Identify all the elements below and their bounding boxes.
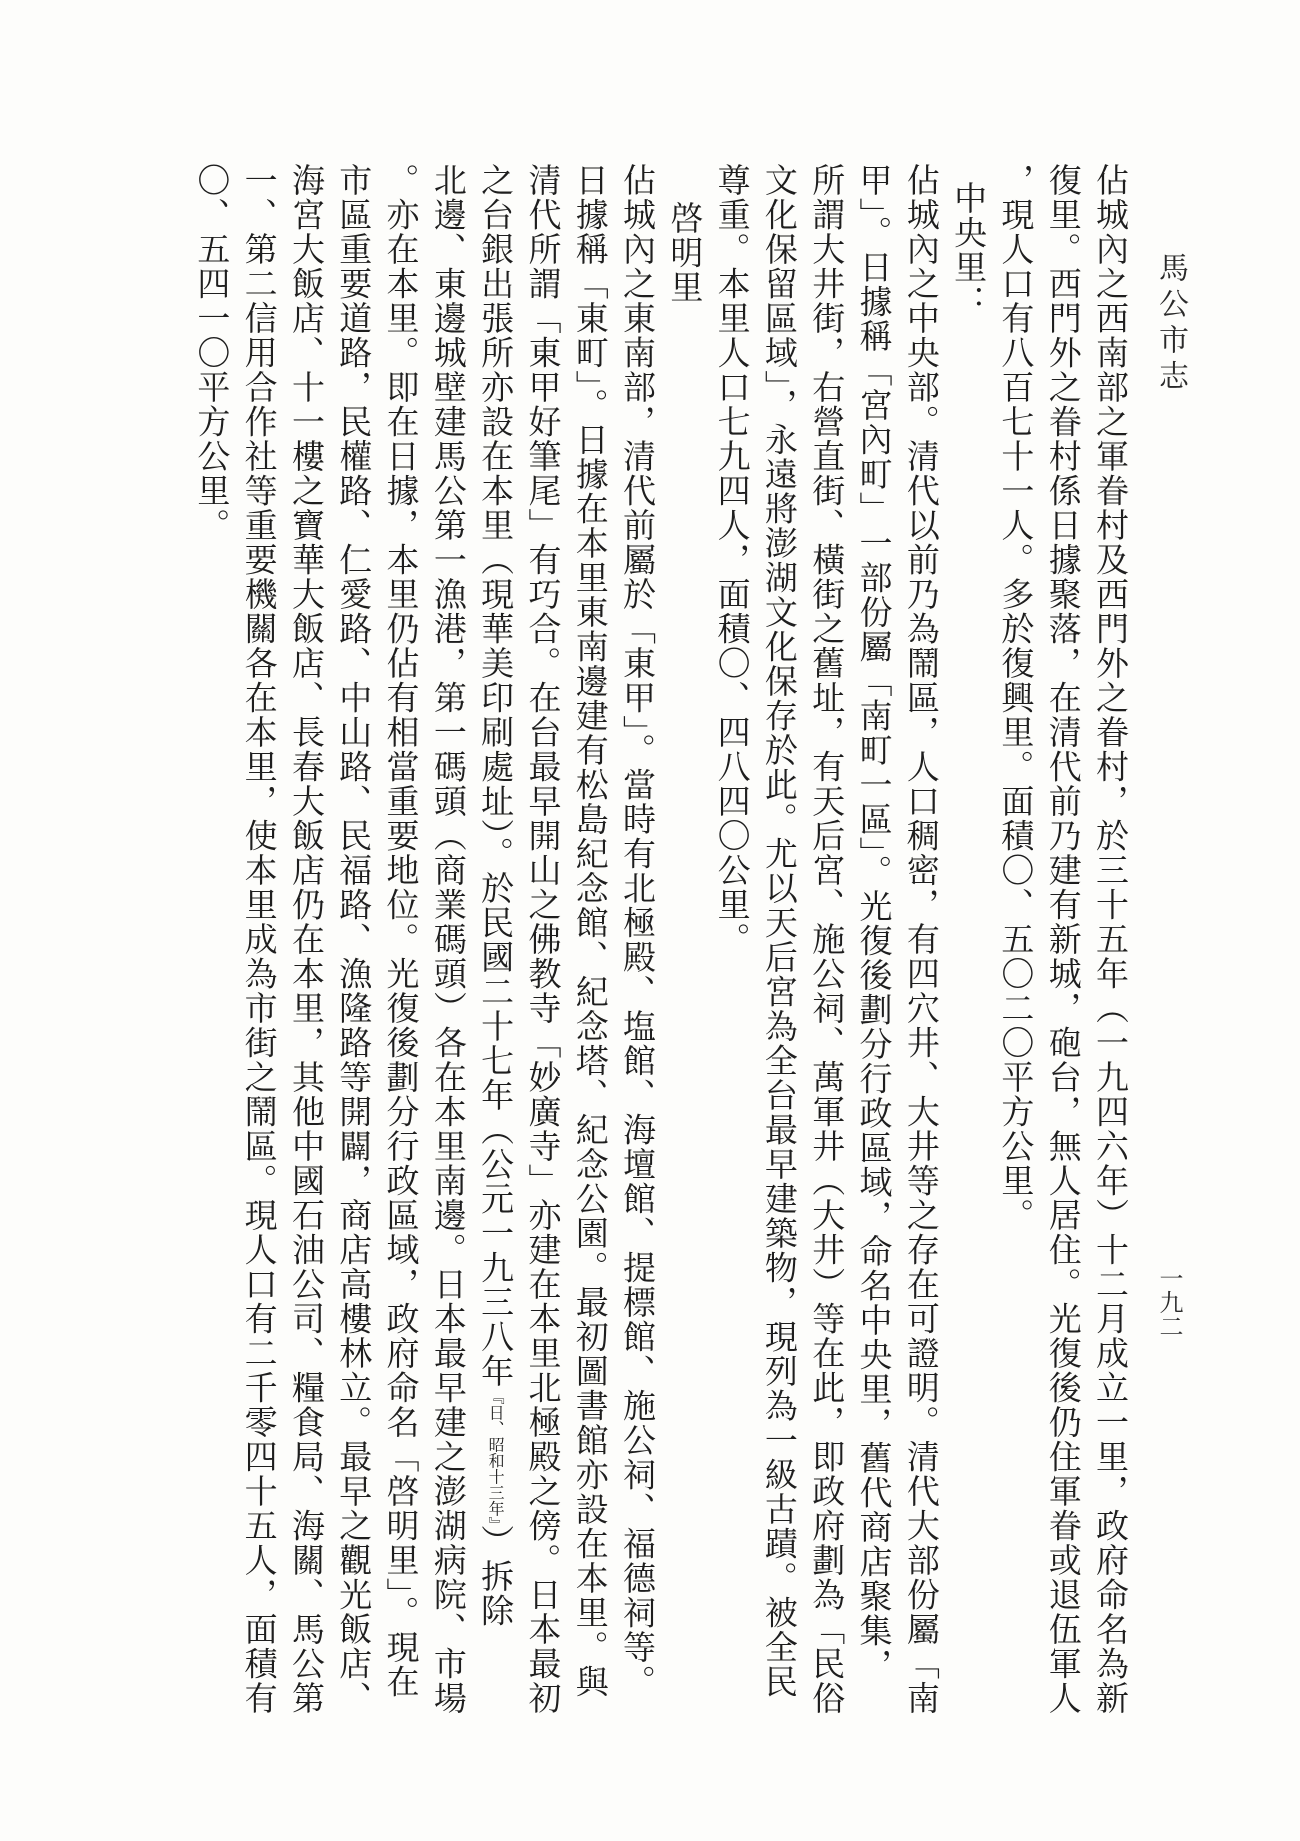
text-column: 海宮大飯店、十一樓之寶華大飯店、長春大飯店仍在本里，其他中國石油公司、糧食局、海關、馬公第 [286,163,326,1716]
column-text-tail: ）拆除 [476,1524,516,1628]
text-column: 佔城內之中央部。清代以前乃為鬧區，人口稠密，有四穴井、大井等之存在可證明。清代大部份屬「南 [901,163,941,1716]
text-column: 佔城內之西南部之軍眷村及西門外之眷村，於三十五年（一九四六年）十二月成立一里，政府命名為新 [1091,163,1130,1716]
text-column: 復里。西門外之眷村係日據聚落，在清代前乃建有新城，砲台，無人居住。光復後仍住軍眷或退伍軍人 [1043,163,1083,1716]
text-column: 甲」。日據稱「宮內町」一部份屬「南町一區」。光復後劃分行政區域，命名中央里，舊代商店聚集， [854,163,894,1683]
section-heading-zhongyang: 中央里： [949,181,989,319]
text-column: 。亦在本里。即在日據，本里仍佔有相當重要地位。光復後劃分行政區域，政府命名「啓明里」。現在 [381,163,421,1699]
text-column: ，現人口有八百七十一人。多於復興里。面積〇、五〇二〇平方公里。 [996,163,1036,1233]
text-column: 〇、五四一〇平方公里。 [192,163,232,543]
text-column: 文化保留區域」，永遠將澎湖文化保存於此。尤以天后宮為全台最早建築物，現列為一級古蹟。被全民 [759,163,799,1699]
text-column: 日據稱「東町」。日據在本里東南邊建有松島紀念館、紀念塔、紀念公園。最初圖書館亦設在本里。與 [570,163,610,1699]
text-column: 所謂大井街，右營直街、橫街之舊址，有天后宮、施公祠、萬軍井（大井）等在此，即政府劃為「民俗 [807,163,847,1716]
text-column: 北邊、東邊城壁建馬公第一漁港，第一碼頭（商業碼頭）各在本里南邊。日本最早建之澎湖病院、市場 [428,163,468,1716]
text-column [472,163,519,1723]
inline-note: 『日、昭和十三年』 [486,1388,506,1525]
running-title: 馬公市志 [1153,252,1188,396]
page-number: 一九二 [1155,1266,1183,1338]
text-column: 佔城內之東南部，清代前屬於「東甲」。當時有北極殿、塩館、海壇館、提標館、施公祠、福德祠等。 [618,163,658,1699]
text-column: 市區重要道路，民權路、仁愛路、中山路、民福路、漁隆路等開闢，商店高樓林立。最早之觀光飯店、 [334,163,374,1716]
text-column: 尊重。本里人口七九四人，面積〇、四八四〇公里。 [712,163,752,957]
section-heading-qiming: 啓明里 [665,201,705,305]
body-text [188,163,1134,1723]
text-column: 清代所謂「東甲好筆尾」有巧合。在台最早開山之佛教寺「妙廣寺」亦建在本里北極殿之傍。日本最初 [523,163,563,1716]
text-column: 一、第二信用合作社等重要機關各在本里，使本里成為市街之鬧區。現人口有二千零四十五人，面積有 [239,163,279,1716]
column-text: 之台銀出張所亦設在本里（現華美印刷處址）。於民國二十七年（公元一九三八年 [476,163,516,1389]
